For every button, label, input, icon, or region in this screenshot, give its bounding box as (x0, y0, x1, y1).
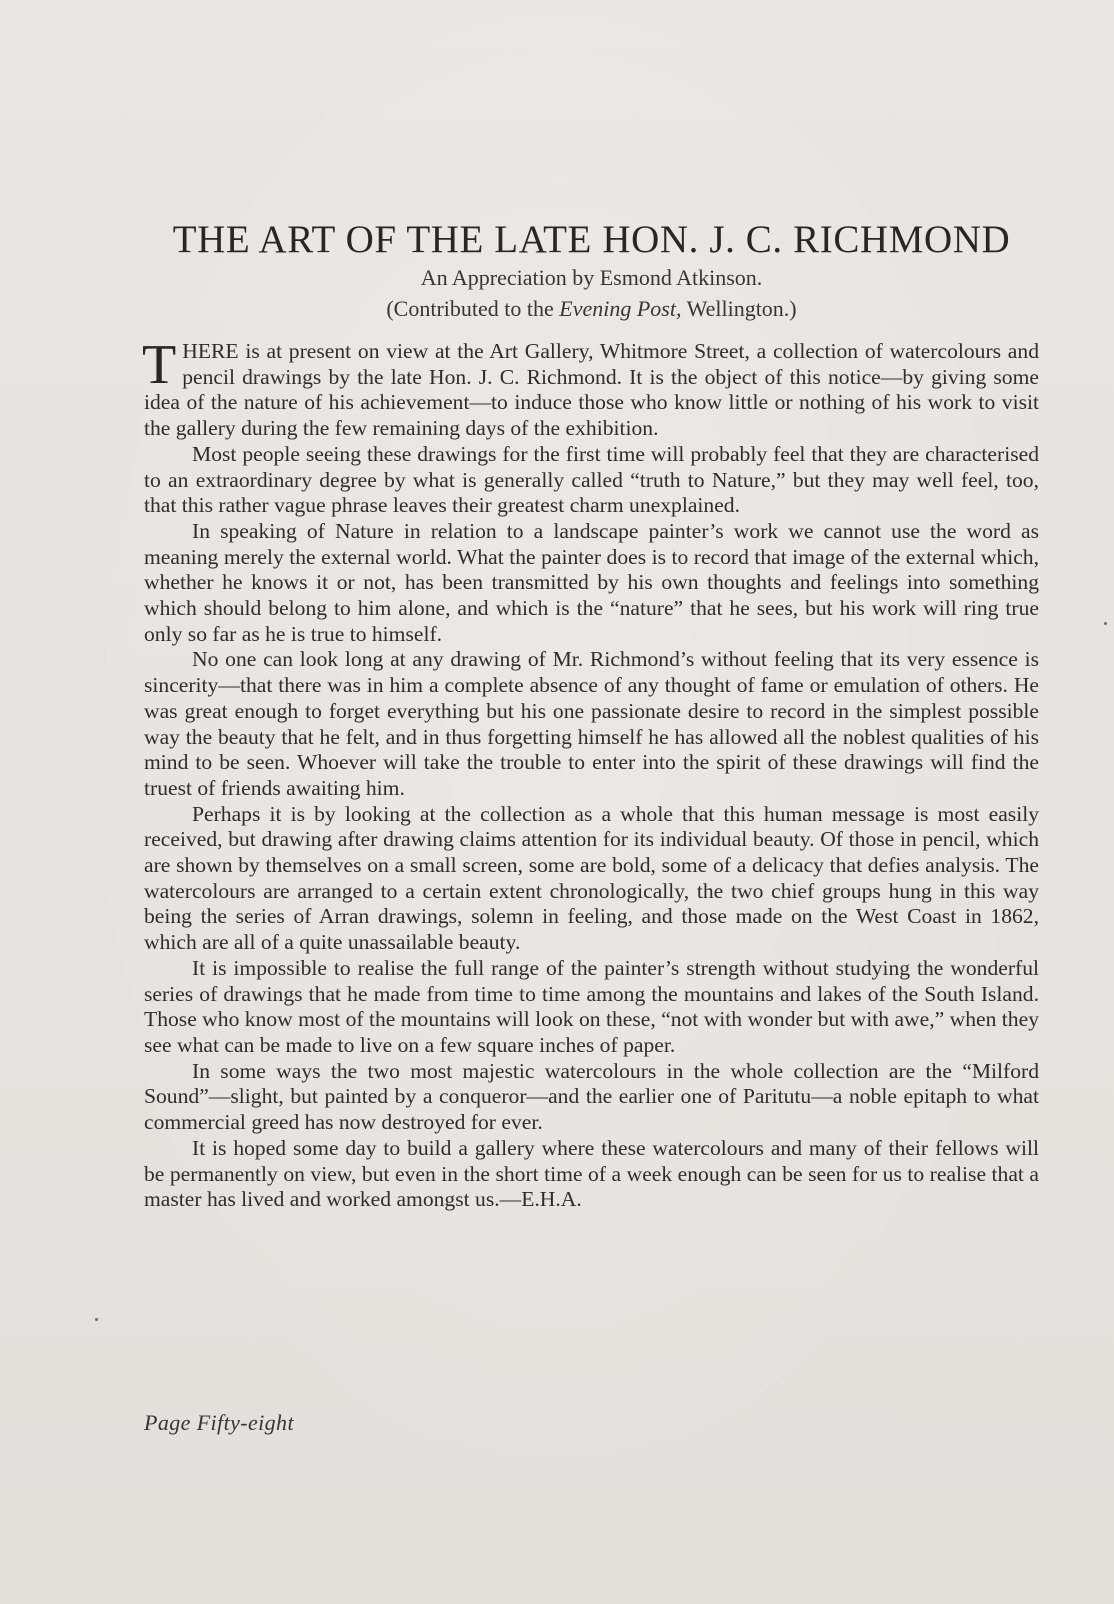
source-suffix: Wellington.) (681, 296, 797, 321)
source-publication: Evening Post, (559, 296, 682, 321)
paragraph-text: HERE is at present on view at the Art Gallery, Whitmore Street, a collection of watercolours and pencil drawings by the late Hon. J. C. Richmond. It is the object of this notice—by giving some idea of the nature of his achievement—to induce those who know little or nothing of his work to visit the gallery during the few remaining days of the exhibition. (144, 339, 1039, 441)
article-column (144, 218, 1039, 1213)
paragraph: Perhaps it is by looking at the collection as a whole that this human message is most easily received, but drawing after drawing claims attention for its individual beauty. Of those in pencil, which are shown by themselves on a small screen, some are bold, some of a delicacy that defies analysis. The watercolours are arranged to a certain extent chronologically, the two chief groups hung in this way being the series of Arran drawings, solemn in feeling, and those made on the West Coast in 1862, which are all of a quite unassailable beauty. (144, 801, 1039, 955)
paragraph: No one can look long at any drawing of Mr. Richmond’s without feeling that its very essence is sincerity—that there was in him a complete absence of any thought of fame or emulation of others. He was great enough to forget everything but his one passionate desire to record in the simplest possible way the beauty that he felt, and in thus forgetting himself he has allowed all the noblest qualities of his mind to be seen. Whoever will take the trouble to enter into the spirit of these drawings will find the truest of friends awaiting him. (144, 647, 1039, 800)
paragraph: It is impossible to realise the full range of the painter’s strength without studying the wonderful series of drawings that he made from time to time among the mountains and lakes of the South Island. Those who know most of the mountains will look on these, “not with wonder but with awe,” when they see what can be made to live on a few square inches of paper. (144, 955, 1039, 1057)
article-title: THE ART OF THE LATE HON. J. C. RICHMOND (172, 218, 1011, 261)
paragraph: In some ways the two most majestic watercolours in the whole collection are the “Milford Sound”—slight, but painted by a conqueror—and the earlier one of Paritutu—a noble epitaph to what commercial greed has now destroyed for ever. (144, 1058, 1039, 1135)
paragraph: In speaking of Nature in relation to a landscape painter’s work we cannot use the word as meaning merely the external world. What the painter does is to record that image of the external which, whether he knows it or not, has been transmitted by his own thoughts and feelings into something which should belong to him alone, and which is the “nature” that he sees, but his work will ring true only so far as he is true to himself. (144, 518, 1039, 646)
article-source (144, 294, 1039, 324)
paragraph: Most people seeing these drawings for the first time will probably feel that they are characterised to an extraordinary degree by what is generally called “truth to Nature,” but they may well feel, too, that this rather vague phrase leaves their greatest charm unexplained. (144, 441, 1039, 518)
paper-speck (95, 1318, 98, 1321)
drop-cap: T (142, 334, 177, 396)
paragraph (142, 334, 1039, 442)
article-body (142, 334, 1039, 1213)
page-number: Page Fifty-eight (144, 1410, 294, 1435)
closing-paragraph: It is hoped some day to build a gallery where these watercolours and many of their fellows will be permanently on view, but even in the short time of a week enough can be seen for us to realise that a master has lived and worked amongst us.—E.H.A. (144, 1135, 1039, 1212)
paper-speck (1104, 622, 1107, 625)
article-byline: An Appreciation by Esmond Atkinson. (420, 265, 763, 290)
source-prefix: (Contributed to the (386, 296, 560, 321)
